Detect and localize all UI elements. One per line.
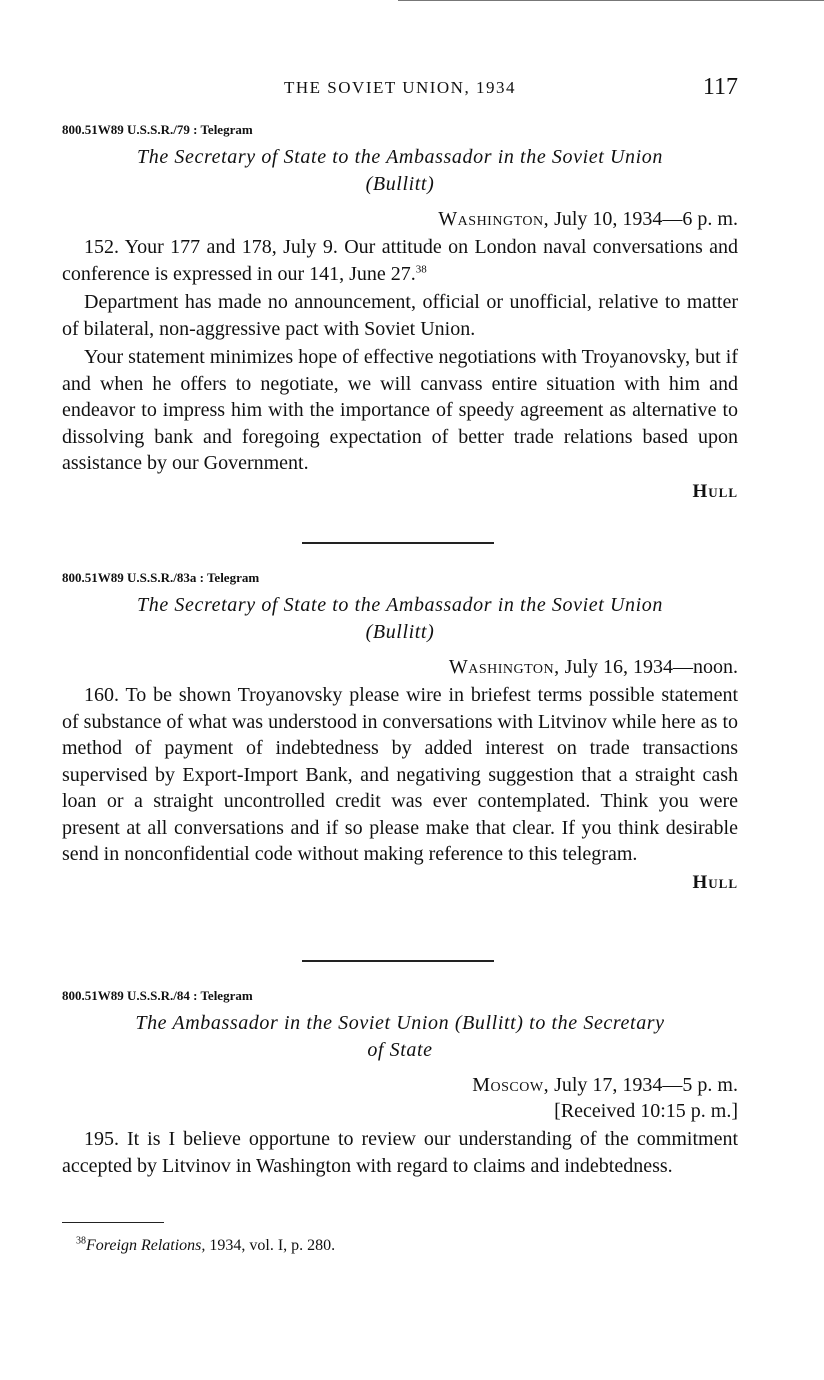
footnote-reference: 38 <box>415 262 427 275</box>
body-paragraph: Department has made no announcement, official or unofficial, relative to matter of bilateral, non-aggressive pact with Soviet Union. <box>62 291 738 340</box>
dateline-date: July 17, 1934—5 p. m. <box>549 1074 738 1096</box>
section-separator <box>302 542 494 544</box>
paragraph-text: 152. Your 177 and 178, July 9. Our attitude on London naval conversations and conference is expressed in our 141, June 27. <box>62 236 738 285</box>
title-line: (Bullitt) <box>365 621 435 643</box>
signature: Hull <box>692 871 738 893</box>
document-telegram-152 <box>62 122 738 503</box>
footnote-source-title: Foreign Relations, <box>86 1237 206 1254</box>
title-line: (Bullitt) <box>365 173 435 195</box>
signature: Hull <box>692 480 738 502</box>
body-paragraph <box>62 234 738 287</box>
title-line: of State <box>367 1039 433 1061</box>
file-reference: 800.51W89 U.S.S.R./83a : Telegram <box>62 570 260 585</box>
document-title <box>62 1010 738 1064</box>
footnote-mark: 38 <box>76 1235 86 1247</box>
document-telegram-160 <box>62 570 738 894</box>
dateline <box>62 206 738 232</box>
page-header <box>62 74 738 104</box>
section-separator <box>302 960 494 962</box>
dateline <box>62 1072 738 1098</box>
footnote-citation: 1934, vol. I, p. 280. <box>205 1237 336 1254</box>
dateline <box>62 654 738 680</box>
title-line: The Ambassador in the Soviet Union (Bullitt) to the Secretary <box>135 1012 665 1034</box>
footnote <box>76 1236 736 1256</box>
file-reference: 800.51W89 U.S.S.R./79 : Telegram <box>62 122 253 137</box>
footnote-rule <box>62 1222 164 1223</box>
dateline-place: Moscow, <box>472 1074 550 1096</box>
body-paragraph: Your statement minimizes hope of effective negotiations with Troyanovsky, but if and when he offers to negotiate, we will canvass entire situation with him and endeavor to impress him with the importance of speedy agreement as alternative to dissolving bank and foregoing expectation of better trade relations based upon assistance by our Government. <box>62 346 738 474</box>
document-title <box>62 592 738 646</box>
dateline-date: July 16, 1934—noon. <box>559 656 738 678</box>
dateline-place: Washington, <box>448 656 560 678</box>
body-paragraph: 160. To be shown Troyanovsky please wire in briefest terms possible statement of substance of what was understood in conversations with Litvinov while here as to method of payment of indebtedness by added interest on trade transactions supervised by Export-Import Bank, and negativing suggestion that a straight cash loan or a straight uncontrolled credit was ever contemplated. Think you were present at all conversations and if so please make that clear. If you think desirable send in nonconfidential code without making reference to this telegram. <box>62 684 738 865</box>
title-line: The Secretary of State to the Ambassador in the Soviet Union <box>137 146 663 168</box>
body-paragraph: 195. It is I believe opportune to review our understanding of the commitment accepted by Litvinov in Washington with regard to claims and indebtedness. <box>62 1128 738 1177</box>
page-number: 117 <box>702 74 738 100</box>
document-telegram-195 <box>62 988 738 1179</box>
received-line: [Received 10:15 p. m.] <box>554 1100 738 1122</box>
dateline-place: Washington, <box>438 208 550 230</box>
title-line: The Secretary of State to the Ambassador in the Soviet Union <box>137 594 663 616</box>
file-reference: 800.51W89 U.S.S.R./84 : Telegram <box>62 988 253 1003</box>
document-title <box>62 144 738 198</box>
dateline-date: July 10, 1934—6 p. m. <box>549 208 738 230</box>
running-title: THE SOVIET UNION, 1934 <box>284 78 516 97</box>
top-edge-rule <box>398 0 824 1</box>
